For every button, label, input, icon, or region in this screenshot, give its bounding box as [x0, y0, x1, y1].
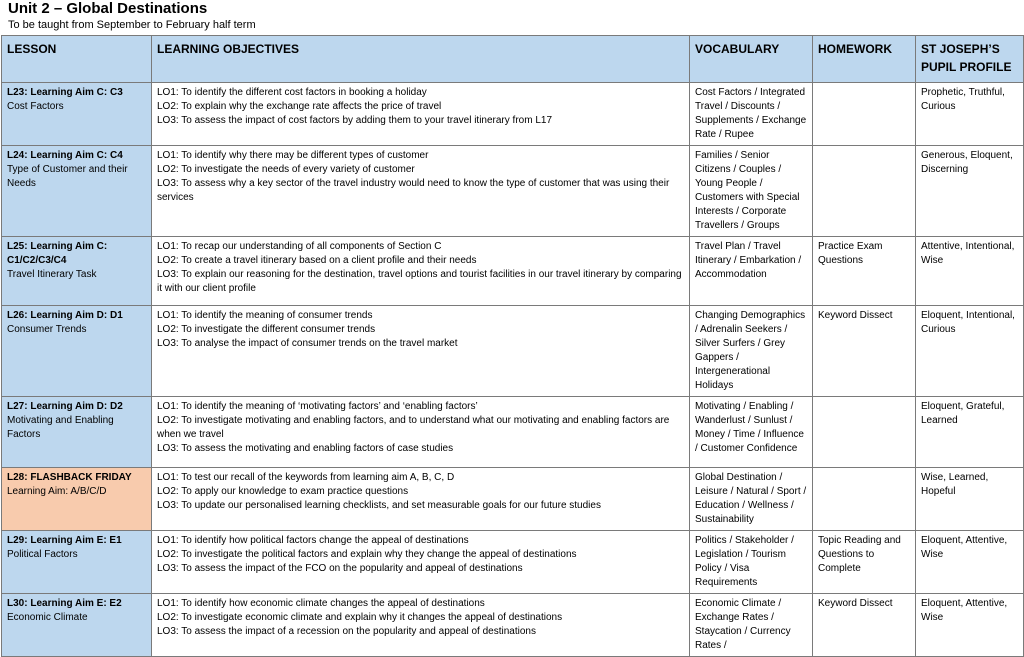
- objectives-cell: [152, 468, 690, 531]
- homework-cell: [813, 468, 916, 531]
- lesson-cell: [2, 237, 152, 306]
- pupil-profile-cell: Prophetic, Truthful, Curious: [916, 83, 1024, 146]
- header-homework: HOMEWORK: [813, 36, 916, 83]
- objective-lo3: LO3: To analyse the impact of consumer trends on the travel market: [157, 338, 458, 349]
- objectives-cell: [152, 531, 690, 594]
- table-row: [2, 237, 1024, 306]
- lesson-cell: [2, 306, 152, 397]
- table-row: [2, 468, 1024, 531]
- homework-cell: Keyword Dissect: [813, 594, 916, 657]
- lesson-cell: [2, 146, 152, 237]
- header-vocabulary: VOCABULARY: [690, 36, 813, 83]
- objectives-cell: [152, 594, 690, 657]
- vocabulary-cell: Changing Demographics / Adrenalin Seekers / Silver Surfers / Grey Gappers / Intergenerational Holidays: [690, 306, 813, 397]
- objective-lo1: LO1: To recap our understanding of all components of Section C: [157, 241, 442, 252]
- lesson-code: L25: Learning Aim C: C1/C2/C3/C4: [7, 241, 108, 266]
- vocabulary-cell: Cost Factors / Integrated Travel / Discounts / Supplements / Exchange Rate / Rupee: [690, 83, 813, 146]
- table-row: [2, 306, 1024, 397]
- pupil-profile-cell: Eloquent, Grateful, Learned: [916, 397, 1024, 468]
- objectives-cell: [152, 306, 690, 397]
- pupil-profile-cell: Eloquent, Attentive, Wise: [916, 594, 1024, 657]
- objective-lo2: LO2: To investigate motivating and enabling factors, and to understand what our motivating and enabling factors are when we travel: [157, 415, 670, 440]
- objective-lo3: LO3: To assess the impact of cost factors by adding them to your travel itinerary from L17: [157, 115, 552, 126]
- lesson-topic: Consumer Trends: [7, 324, 87, 335]
- objective-lo1: LO1: To test our recall of the keywords from learning aim A, B, C, D: [157, 472, 455, 483]
- lesson-code: L29: Learning Aim E: E1: [7, 535, 122, 546]
- homework-cell: [813, 146, 916, 237]
- objective-lo1: LO1: To identify the different cost factors in booking a holiday: [157, 87, 427, 98]
- objective-lo2: LO2: To investigate the different consumer trends: [157, 324, 376, 335]
- vocabulary-cell: Travel Plan / Travel Itinerary / Embarkation / Accommodation: [690, 237, 813, 306]
- objective-lo1: LO1: To identify the meaning of ‘motivating factors’ and ‘enabling factors’: [157, 401, 478, 412]
- vocabulary-cell: Global Destination / Leisure / Natural / Sport / Education / Wellness / Sustainability: [690, 468, 813, 531]
- homework-cell: [813, 83, 916, 146]
- homework-cell: Keyword Dissect: [813, 306, 916, 397]
- objectives-cell: [152, 83, 690, 146]
- vocabulary-cell: Economic Climate / Exchange Rates / Staycation / Currency Rates /: [690, 594, 813, 657]
- lesson-topic: Motivating and Enabling Factors: [7, 415, 114, 440]
- pupil-profile-cell: Eloquent, Intentional, Curious: [916, 306, 1024, 397]
- objective-lo2: LO2: To create a travel itinerary based on a client profile and their needs: [157, 255, 477, 266]
- objective-lo1: LO1: To identify the meaning of consumer trends: [157, 310, 373, 321]
- homework-cell: Practice Exam Questions: [813, 237, 916, 306]
- lesson-cell: [2, 397, 152, 468]
- lesson-topic: Type of Customer and their Needs: [7, 164, 128, 189]
- table-row: [2, 594, 1024, 657]
- lesson-topic: Learning Aim: A/B/C/D: [7, 486, 107, 497]
- lesson-topic: Economic Climate: [7, 612, 88, 623]
- lesson-cell: [2, 594, 152, 657]
- lesson-code: L24: Learning Aim C: C4: [7, 150, 123, 161]
- objectives-cell: [152, 146, 690, 237]
- objectives-cell: [152, 397, 690, 468]
- objective-lo2: LO2: To explain why the exchange rate affects the price of travel: [157, 101, 442, 112]
- lesson-code: L27: Learning Aim D: D2: [7, 401, 123, 412]
- lesson-topic: Travel Itinerary Task: [7, 269, 97, 280]
- table-row: [2, 397, 1024, 468]
- homework-cell: [813, 397, 916, 468]
- lesson-cell: [2, 83, 152, 146]
- lesson-code: L30: Learning Aim E: E2: [7, 598, 122, 609]
- header-learning-objectives: LEARNING OBJECTIVES: [152, 36, 690, 83]
- objective-lo2: LO2: To investigate the political factors and explain why they change the appeal of destinations: [157, 549, 577, 560]
- lesson-cell: [2, 531, 152, 594]
- objective-lo3: LO3: To update our personalised learning checklists, and set measurable goals for our future studies: [157, 500, 601, 511]
- objective-lo3: LO3: To assess the impact of the FCO on the popularity and appeal of destinations: [157, 563, 523, 574]
- header-lesson: LESSON: [2, 36, 152, 83]
- vocabulary-cell: Families / Senior Citizens / Couples / Young People / Customers with Special Interests / Corporate Travellers / Groups: [690, 146, 813, 237]
- lesson-topic: Cost Factors: [7, 101, 64, 112]
- lesson-cell: [2, 468, 152, 531]
- lesson-code: L23: Learning Aim C: C3: [7, 87, 123, 98]
- objective-lo3: LO3: To assess the motivating and enabling factors of case studies: [157, 443, 454, 454]
- table-row: [2, 83, 1024, 146]
- table-row: [2, 531, 1024, 594]
- page-title: Unit 2 – Global Destinations: [8, 0, 208, 17]
- objective-lo1: LO1: To identify why there may be different types of customer: [157, 150, 429, 161]
- objective-lo3: LO3: To assess the impact of a recession on the popularity and appeal of destinations: [157, 626, 536, 637]
- header-pupil-profile: ST JOSEPH’S PUPIL PROFILE: [916, 36, 1024, 83]
- pupil-profile-cell: Wise, Learned, Hopeful: [916, 468, 1024, 531]
- homework-cell: Topic Reading and Questions to Complete: [813, 531, 916, 594]
- pupil-profile-cell: Generous, Eloquent, Discerning: [916, 146, 1024, 237]
- vocabulary-cell: Motivating / Enabling / Wanderlust / Sunlust / Money / Time / Influence / Customer Confidence: [690, 397, 813, 468]
- page-subtitle: To be taught from September to February half term: [8, 19, 256, 31]
- vocabulary-cell: Politics / Stakeholder / Legislation / Tourism Policy / Visa Requirements: [690, 531, 813, 594]
- objective-lo3: LO3: To assess why a key sector of the travel industry would need to know the type of customer that was using their services: [157, 178, 670, 203]
- lesson-code: L26: Learning Aim D: D1: [7, 310, 123, 321]
- objective-lo3: LO3: To explain our reasoning for the destination, travel options and tourist facilities in our travel itinerary by comparing it with our client profile: [157, 269, 682, 294]
- objective-lo2: LO2: To apply our knowledge to exam practice questions: [157, 486, 409, 497]
- objective-lo1: LO1: To identify how economic climate changes the appeal of destinations: [157, 598, 485, 609]
- objective-lo2: LO2: To investigate the needs of every variety of customer: [157, 164, 415, 175]
- objective-lo2: LO2: To investigate economic climate and explain why it changes the appeal of destinations: [157, 612, 563, 623]
- table-row: [2, 146, 1024, 237]
- pupil-profile-cell: Attentive, Intentional, Wise: [916, 237, 1024, 306]
- header-row: [2, 36, 1024, 83]
- objectives-cell: [152, 237, 690, 306]
- lesson-code: L28: FLASHBACK FRIDAY: [7, 472, 132, 483]
- lesson-topic: Political Factors: [7, 549, 78, 560]
- objective-lo1: LO1: To identify how political factors change the appeal of destinations: [157, 535, 469, 546]
- pupil-profile-cell: Eloquent, Attentive, Wise: [916, 531, 1024, 594]
- lesson-plan-table: [1, 35, 1024, 657]
